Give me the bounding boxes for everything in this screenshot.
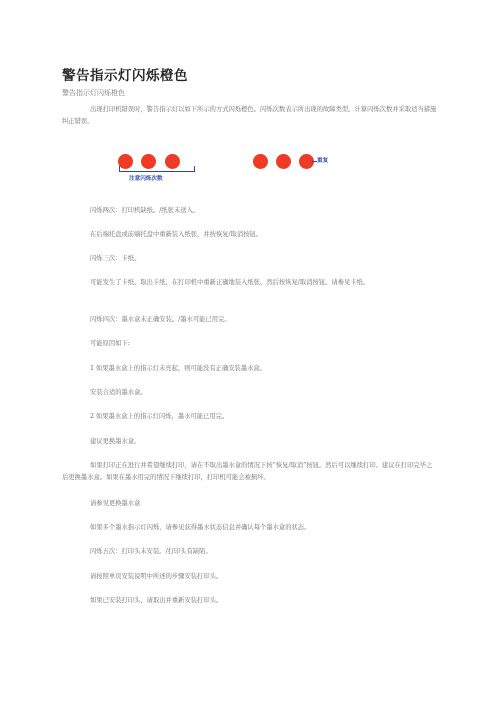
paragraph-blink-two: 闪烁两次：打印机缺纸。/纸张未送入。 — [90, 207, 200, 214]
paragraph: 安装合适的墨水盒。 — [90, 389, 147, 396]
document-title: 警告指示灯闪烁橙色 — [62, 68, 188, 84]
blink-dot — [141, 154, 156, 169]
blink-pattern-diagram — [0, 0, 496, 200]
paragraph: 如果已安装打印头，请取出并重新安装打印头。 — [90, 597, 223, 604]
blink-dot — [299, 154, 314, 169]
intro-paragraph: 出现打印机错误时，警告指示灯以如下所示的方式闪烁橙色。闪烁次数表示所出现的故障类型。计算闪烁次数并采取适当措施纠正错误。 — [62, 106, 437, 125]
blink-dot — [118, 154, 133, 169]
blink-count-label: 注意闪烁次数 — [129, 176, 163, 182]
paragraph: 可能原因如下: — [90, 340, 130, 347]
paragraph-blink-four: 闪烁四次：墨水盒未正确安装。/墨水可能已用完。 — [90, 316, 231, 323]
paragraph: 2 如果墨水盒上的指示灯闪烁，墨水可能已用完。 — [90, 413, 229, 420]
paragraph-blink-three: 闪烁三次：卡纸。 — [90, 255, 141, 262]
paragraph: 1 如果墨水盒上的指示灯未亮起，则可能没有正确安装墨水盒。 — [90, 365, 267, 372]
blink-dot — [253, 154, 268, 169]
paragraph-blink-five: 闪烁五次：打印头未安装。/打印头有缺陷。 — [90, 548, 212, 555]
paragraph: 请按照单页安装说明中所述的步骤安装打印头。 — [90, 573, 223, 580]
paragraph: 如果多个墨水指示灯闪烁，请参见获得墨水状态信息并确认每个墨水盒的状态。 — [90, 524, 311, 531]
repeat-label: 重复 — [317, 158, 329, 164]
repeat-connector — [312, 161, 317, 162]
paragraph: 如果打印正在进行并希望继续打印，请在不取出墨水盒的情况下按“恢复/取消”按钮。然后可以继续打印。建议在打印完毕之后更换墨水盒。如果在墨水用完的情况下继续打印，打印机可能会被损坏。 — [62, 462, 433, 481]
paragraph: 建议更换墨水盒。 — [90, 438, 141, 445]
paragraph: 请参见更换墨水盒 — [90, 500, 141, 507]
document-subtitle: 警告指示灯闪烁橙色 — [62, 89, 125, 97]
blink-count-bracket — [119, 166, 195, 172]
paragraph: 在后端托盘或前端托盘中重新装入纸张，并按恢复/取消按钮。 — [90, 231, 263, 238]
blink-dot — [276, 154, 291, 169]
paragraph: 可能发生了卡纸。取出卡纸，在打印机中重新正确地装入纸张，然后按恢复/取消按钮。请参见卡纸。 — [90, 279, 370, 286]
blink-dot — [165, 154, 180, 169]
